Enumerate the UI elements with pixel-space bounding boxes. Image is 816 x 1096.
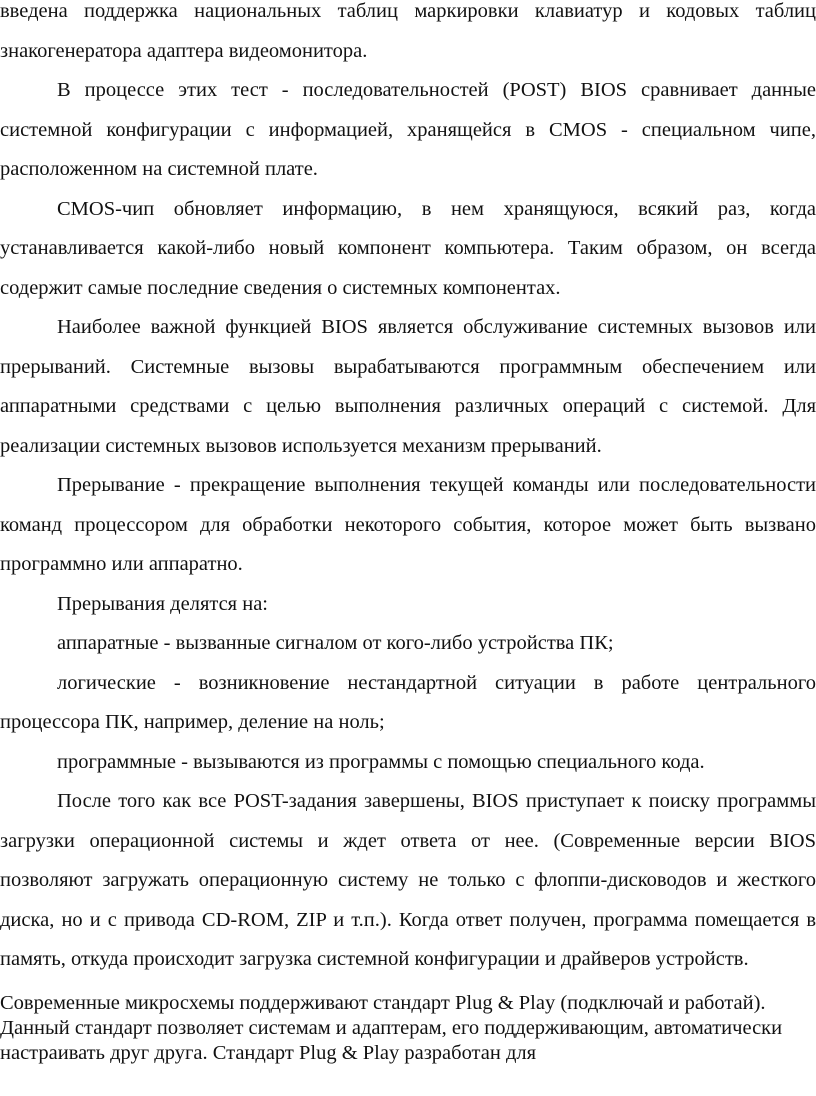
paragraph-cmos-chip: CMOS-чип обновляет информацию, в нем хранящуюся, всякий раз, когда устанавливается какой-либо новый компонент компьютера. Таким образом, он всегда содержит самые последние сведения о системных компонентах. [0, 197, 816, 299]
paragraph-os-boot: После того как все POST-задания завершены, BIOS приступает к поиску программы загрузки операционной системы и ждет ответа от нее. (Современные версии BIOS позволяют загружать операционную систему не только с флоппи-дисководов и жесткого диска, но и с привода CD-ROM, ZIP и т.п.). Когда ответ получен, программа помещается в память, откуда происходит загрузка системной конфигурации и драйверов устройств. [0, 790, 816, 970]
paragraph-interrupt-types-intro: Прерывания делятся на: [57, 592, 268, 615]
paragraph-interrupt-definition: Прерывание - прекращение выполнения текущей команды или последовательности команд процессором для обработки некоторого события, которое может быть вызвано программно или аппаратно. [0, 474, 816, 575]
paragraph-post-cmos: В процессе этих тест - последовательностей (POST) BIOS сравнивает данные системной конфигурации с информацией, хранящейся в CMOS - специальном чипе, расположенном на системной плате. [0, 79, 816, 180]
paragraph-hardware-interrupts: аппаратные - вызванные сигналом от кого-либо устройства ПК; [57, 632, 614, 654]
paragraph-software-interrupts: программные - вызываются из программы с помощью специального кода. [57, 750, 705, 773]
paragraph-logical-interrupts: логические - возникновение нестандартной ситуации в работе центрального процессора ПК, например, деление на ноль; [0, 671, 816, 733]
paragraph-plug-and-play: Современные микросхемы поддерживают стандарт Plug & Play (подключай и работай). Данный стандарт позволяет системам и адаптерам, его поддерживающим, автоматически настраивать друг друга. Стандарт Plug & Play разработан для [0, 991, 783, 1064]
paragraph-bios-function: Наиболее важной функцией BIOS является обслуживание системных вызовов или прерываний. Системные вызовы вырабатываются программным обеспечением или аппаратными средствами с целью выполнения различных операций с системой. Для реализации системных вызовов используется механизм прерываний. [0, 316, 816, 457]
paragraph-keyboard-tables: введена поддержка национальных таблиц маркировки клавиатур и кодовых таблиц знакогенератора адаптера видеомонитора. [0, 0, 816, 62]
